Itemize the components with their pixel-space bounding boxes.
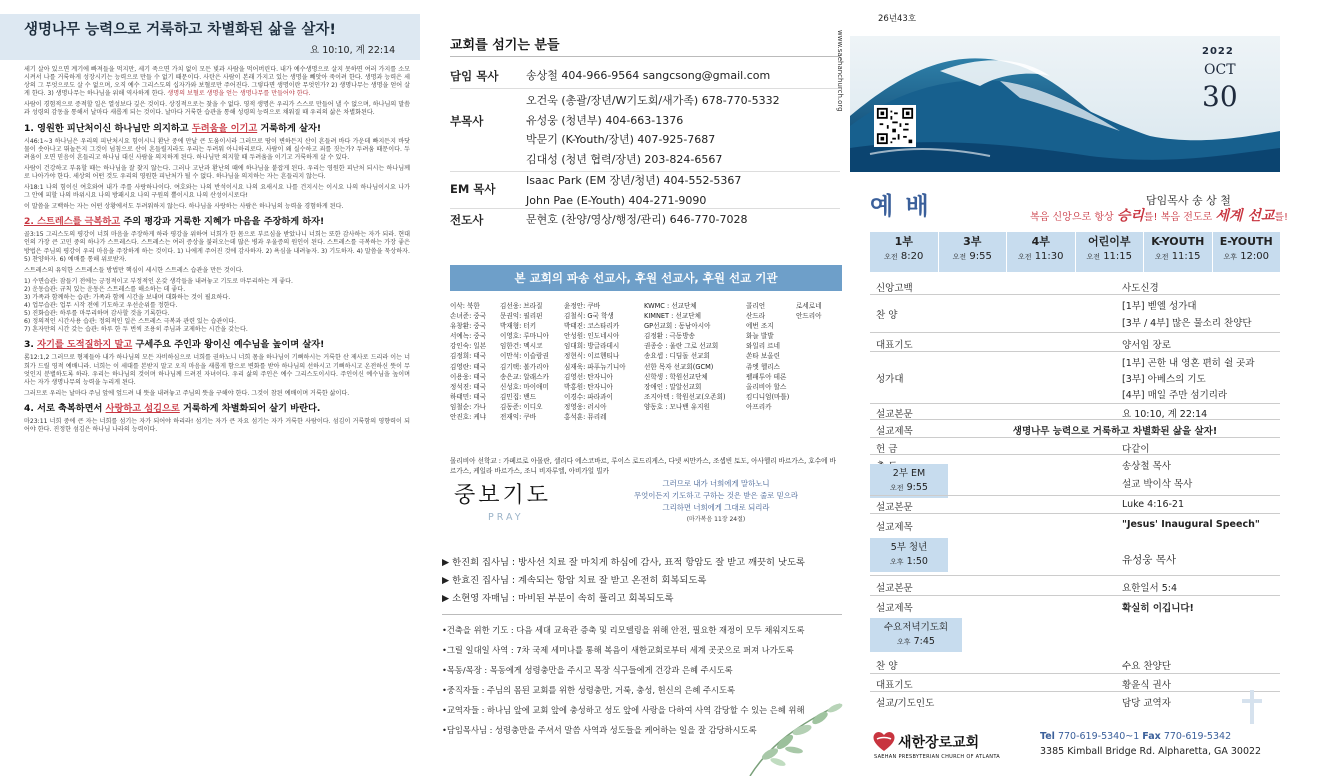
missionary-entry: 박재형: 터키 — [500, 322, 537, 331]
service-time-cell: 4부 오전 11:30 — [1007, 232, 1076, 272]
sermon-point-2-body: 골3:15 그리스도의 평강이 너희 마음을 주장하게 하라 평강을 위하여 너희가 한 몸으로 부르심을 받았나니 너희는 또한 감사하는 자가 되라. 현대인의 가장 큰 고민 중의 하나가 스트레스다. 스트레스는 여러 증상을 불러오는데 많은 병과 우울증의 원인이 된다. 스트레스를 극복하는 가장 좋은 방법은 주님의 평강이 우리 마음을 주장하게 하는 것이다. 1) 나에게 주어진 것에 감사하자. 2) 욕심을 내려놓자. 3) 기도하자. 4) 말씀을 묵상하자. 5) 찬양하자. 6) 예배를 통해 위로받자. — [24, 231, 410, 263]
missionary-entry: 신성호: 마이애미 — [500, 382, 549, 391]
leaf-decoration — [730, 684, 850, 776]
habit-item: 5) 진화습관: 하루를 마무리하며 감사할 것을 기록한다. — [24, 310, 170, 318]
order-row: 대표기도 양서임 장로 — [870, 333, 1280, 352]
staff-line: 박문기 (K-Youth/장년) 407-925-7687 — [526, 133, 716, 146]
order-row: 송상철 목사 — [1122, 461, 1171, 472]
church-name-en: SAEHAN PRESBYTERIAN CHURCH OF ATLANTA — [874, 754, 1001, 760]
verse-reference: (마가복음 11장 24절) — [686, 516, 746, 523]
sermon-point-2-heading: 2. 스트레스를 극복하고 주의 평강과 거룩한 지혜가 마음을 주장하게 하자! — [24, 216, 325, 228]
church-name: 새한장로교회 — [898, 735, 980, 751]
sermon-point-1-heading: 1. 영원한 피난처이신 하나님만 의지하고 두려움을 이기고 거룩하게 살자! — [24, 122, 322, 134]
prayer-request: ▶ 소현영 자매님 : 마비된 부분이 속히 풀리고 회복되도록 — [442, 593, 674, 605]
prayer-request: ▶ 한진희 집사님 : 방사선 치료 잘 마치게 하심에 감사, 표적 항암도 잘 받고 깨끗히 낫도록 — [442, 557, 805, 568]
sermon-point-3-heading: 3. 자기를 도적질하지 말고 구세주요 주인과 왕이신 예수님을 높이며 살자! — [24, 339, 325, 351]
missionary-entry: 이삭: 북한 — [450, 302, 480, 310]
missionary-entry: 전재익: 쿠바 — [500, 413, 537, 422]
missionary-entry: 신학생 : 학원선교단체 — [644, 372, 708, 381]
staff-names — [526, 66, 846, 86]
missionary-entry: 펠패투아 테론 — [746, 372, 787, 381]
order-row: 설교본문 요 10:10, 계 22:14 — [870, 404, 1280, 420]
missionary-entry: 조지아텍 : 학원선교(오존회) — [644, 392, 726, 401]
missionary-entry: 하태민: 태국 — [450, 392, 487, 401]
sermon-point-2-body-2: 스트레스의 유익한 스트레스들 방법만 핵심이 세시한 스트레스 습관을 만든 것이다. — [24, 266, 244, 274]
sermon-point-1-quote-2: 이 말씀을 고백하는 자는 어떤 상황에서도 두려워하지 않는다. 하나님을 사랑하는 사람은 하나님의 능력을 경험하게 된다. — [24, 203, 344, 211]
service-times-table — [870, 232, 1280, 272]
missionary-entry: 쏜타 보올린 — [746, 352, 780, 361]
sermon-point-3-body-2: 그러므로 우리는 날마다 주님 앞에 엎드려 내 뜻을 내려놓고 주님의 뜻을 구해야 한다. 그것이 참된 예배이며 거룩한 삶이다. — [24, 389, 350, 397]
missionary-entry: 와일리 르네 — [746, 342, 780, 351]
staff-row-senior-pastor — [450, 66, 840, 86]
prayer-verse — [594, 478, 838, 526]
staff-line: 김대성 (청년 협력/장년) 203-824-6567 — [526, 152, 723, 166]
missionary-entry: 올리비아 할스 — [746, 382, 787, 391]
issue-number: 26년43호 — [878, 14, 917, 24]
divider — [450, 56, 840, 57]
missionary-entry: 산드라 — [746, 312, 766, 321]
missionary-column — [746, 301, 789, 412]
order-row: 헌 금 다같이 — [870, 438, 1280, 455]
sermon-point-1-quote: 사18:1 나의 힘이신 여호와여 내가 주를 사랑하나이다. 여호와는 나의 반석이시요 나의 요새시요 나를 건지시는 이시요 나의 하나님이시요 나가 그 안에 피할 나의 바위시요 나의 방패시요 나의 구원의 뿔이시요 나의 산성이시로다! — [24, 184, 410, 200]
missionary-entry: 이경수: 파라과이 — [564, 392, 613, 401]
missionary-entry: 쥬엣 헬리스 — [746, 362, 780, 371]
habit-item: 3) 가족과 함께하는 습관: 가족과 함께 시간을 보내며 대화하는 것이 필요하다. — [24, 293, 231, 301]
order-row: 찬 양 [1부] 벧엘 성가대 [3부 / 4부] 많은 물소리 찬양단 — [870, 295, 1280, 333]
em-service-box: 2부 EM 오전 9:55 — [870, 464, 948, 498]
order-row-sermon: 설교제목 생명나무 능력으로 거룩하고 차별화된 삶을 살자! — [870, 420, 1280, 438]
missionary-entry: GP선교회 : 동남아시아 — [644, 322, 711, 331]
sermon-column — [0, 0, 420, 776]
missionary-entry: 김기택: 볼가리아 — [500, 362, 549, 371]
service-time-cell: E-YOUTH 오후 12:00 — [1219, 235, 1273, 262]
missionary-entry: 김정희: 태국 — [450, 352, 487, 361]
missionary-entry: 김영선: 탄자니아 — [564, 372, 613, 381]
staff-role: 전도사 — [450, 213, 484, 227]
missionary-entry: 장애인 : 말알선교회 — [644, 382, 702, 391]
missionary-entry: 김철식: G국 학생 — [564, 312, 614, 321]
missionary-entry: 송요셉 : 디딤돌 선교회 — [644, 352, 710, 361]
staff-names — [526, 91, 846, 169]
verse-line: 무엇이든지 기도하고 구하는 것은 받은 줄로 믿으라 — [633, 491, 799, 500]
order-row: 설교제목 확실히 이깁니다! — [876, 603, 1194, 614]
prayer-topic: •그릴 일대일 사역 : 7차 국제 세미나를 통해 복음이 새한교회로부터 세계 곳곳으로 퍼져 나가도록 — [442, 645, 794, 656]
missionary-entry: 임철순: 가나 — [450, 402, 487, 411]
missionary-table — [450, 301, 842, 453]
prayer-topic: •교역자들 : 하나님 앞에 교회 앞에 충성하고 성도 앞에 사랑을 다하여 사역 감당할 수 있는 은혜 위해 — [442, 705, 805, 716]
missionary-entry: 킴디니엄(마틀) — [746, 392, 790, 401]
staff-row-evangelist — [450, 210, 840, 230]
cross-icon — [1240, 690, 1264, 724]
missionary-entry: 문권익: 필리핀 — [500, 312, 543, 321]
missionary-column — [644, 301, 726, 412]
order-row: 설교본문 Luke 4:16-21 — [870, 496, 1280, 514]
sermon-point-4-heading: 4. 서로 축복하면서 사랑하고 섬김으로 거룩하게 차별화되어 살기 바란다. — [24, 402, 321, 414]
date-day: 30 — [1202, 80, 1238, 113]
missions-header: 본 교회의 파송 선교사, 후원 선교사, 후원 선교 기관 — [450, 265, 842, 291]
senior-pastor-line: 담임목사 송 상 철 — [1146, 194, 1231, 207]
missionary-entry: 에번 조지 — [746, 322, 774, 331]
church-motto: 복음 신앙으로 항상 승리를! 복음 전도로 세계 선교를! — [1030, 208, 1289, 224]
missionary-entry: 송은교: 알래스카 — [500, 372, 549, 381]
order-row: 설교본문 요한일서 5:4 — [870, 576, 1280, 596]
qr-code[interactable] — [874, 105, 916, 147]
youth-service-box: 5부 청년 오후 1:50 — [870, 538, 948, 572]
missionary-entry: KIMNET : 선교단체 — [644, 312, 701, 321]
missionary-entry: 윤정안: 쿠바 — [564, 302, 601, 310]
prayer-topic: •중직자들 : 주님의 몸된 교회를 위한 성령충만, 거룩, 충성, 헌신의 은혜 주시도록 — [442, 685, 736, 696]
missionary-entry: 이용웅: 태국 — [450, 372, 487, 381]
order-row: 유성웅 목사 — [870, 546, 1280, 576]
church-logo-icon — [872, 730, 896, 752]
missionary-entry: 안드리아 — [796, 312, 822, 321]
staff-row-associate-pastors — [450, 91, 840, 171]
staff-role: EM 목사 — [450, 182, 496, 196]
order-row: 설교제목 "Jesus' Inaugural Speech" — [876, 519, 1260, 533]
order-row: 신앙고백 사도신경 — [870, 276, 1280, 295]
wednesday-service-box: 수요저녁기도회 오후 7:45 — [870, 618, 962, 652]
order-row: 찬 양 수요 찬양단 — [870, 656, 1280, 674]
service-time-cell: 3부 오전 9:55 — [939, 232, 1008, 272]
staff-header: 교회를 섬기는 분들 — [450, 38, 560, 53]
order-of-worship — [870, 276, 1280, 728]
sermon-intro-highlight: 생명의 보혈로 생명을 얻는 생명나무를 만들어야 한다. — [167, 90, 311, 98]
missionary-entry: 안성원: 인도네시아 — [564, 332, 620, 341]
missionary-entry: 이만석: 이슬람권 — [500, 352, 549, 361]
sermon-point-3-body: 롬12:1,2 그러므로 형제들아 내가 하나님의 모든 자비하심으로 너희를 권하노니 너희 몸을 하나님이 기뻐하시는 거룩한 산 제사로 드리라 이는 너희가 드릴 영적 예배니라. 너희는 이 세대를 본받지 말고 오직 마음을 새롭게 함으로 변화를 받아 하나님의 선하시고 기뻐하시고 온전하신 뜻이 무엇인지 분별하도록 하라. 우리는 하나님의 것이며 하나님께 드려진 자녀이다. 우리 삶의 주인은 예수 그리스도이시다. 주인이신 예수님을 높이며 사는 자가 생명나무의 능력을 누리게 된다. — [24, 354, 410, 386]
sermon-intro: 세기 살아 있으면 계기에 빠져들을 먹지만, 세기 죽으면 가치 없이 모든 빛과 사람을 먹어버린다. 내가 예수생명으로 살지 못하면 여러 가지를 소모시켜서 나를 거룩하게 성장시키는 능력으로 만들 수 없기 때문이다. 사탄은 사람이 본래 가지고 있는 생명을 빼앗아 죽이려 한다. 생명과 능력은 세상의 그 무엇으로도 살 수 없으며, 오직 예수 그리스도의 십자가와 보혈로만 주어진다. 그렇다면 생명이란 무엇인가? 2) 생명나무는 생명을 얻어 살게 한다. 3) 생명나무는 하나님을 위해 역사하게 한다. — [24, 66, 410, 98]
staff-names — [526, 171, 846, 210]
service-time-cell: K-YOUTH 오전 11:15 — [1144, 232, 1213, 272]
missionary-entry: 김정환 : 극동방송 — [644, 332, 696, 341]
missionary-entry: 정석진: 태국 — [450, 382, 487, 391]
missionary-entry: 김영란: 태국 — [450, 362, 487, 371]
sermon-habit-list — [24, 278, 410, 335]
missionary-entry: 서예녹: 중국 — [450, 332, 487, 341]
prayer-topic: •건축을 위한 기도 : 다음 세대 교육관 증축 및 리모델링을 위해 안전, 필요한 재정이 모두 채워지도록 — [442, 625, 805, 635]
missionary-entry: 손녀준: 중국 — [450, 312, 487, 321]
missionary-entry: 화늘 발발 — [746, 332, 774, 341]
date-month: OCT — [1204, 62, 1236, 78]
sermon-point-1-body: 시46:1~3 하나님은 우리의 피난처시요 힘이시니 환난 중에 만날 큰 도움이시라 그러므로 땅이 변하든지 산이 흔들려 바다 가운데 빠지든지 바닷물이 솟아나고 뛰놀든지 그것이 넘침으로 산이 흔들릴지라도 우리는 두려워 아니하리로다. 사람이 왜 실수하고 죄를 짓는가? 두려움 때문이다. 두려움이 오면 믿음이 흔들리고 하나님 대신 사람을 의지하게 된다. 하나님만 의지할 때 두려움을 이기고 거룩하게 살 수 있다. — [24, 137, 410, 161]
divider — [450, 88, 840, 89]
worship-title: 예 배 — [870, 192, 931, 220]
habit-item: 2) 운동습관: 규칙 있는 운동은 스트레스를 해소하는 데 좋다. — [24, 285, 186, 293]
date-year: 2022 — [1202, 46, 1234, 57]
missionary-entry: 임한건: 멕시코 — [500, 342, 543, 351]
staff-role: 부목사 — [450, 114, 484, 128]
missionary-entry: 강인숙: 일본 — [450, 342, 487, 351]
pray-title-ko: 중보기도 — [454, 483, 552, 508]
staff-row-em-pastors — [450, 171, 840, 211]
staff-line: John Pae (E-Youth) 404-271-9090 — [526, 193, 707, 207]
missionary-entry: 선한 목자 선교회(GCM) — [644, 362, 714, 371]
sermon-point-4-body: 마23:11 너희 중에 큰 자는 너희를 섬기는 자가 되어야 하리라! 섬기는 자가 큰 자요 섬기는 자가 거룩한 사람이다. 섬김이 거룩함의 영향력이 되어야 한다. 진정한 섬김은 하나님 나라의 능력이다. — [24, 417, 410, 433]
missionary-column — [500, 301, 549, 422]
prayer-topic: •담임목사님 : 성령충만을 주셔서 말씀 사역과 성도들을 케어하는 일을 잘 감당하시도록 — [442, 725, 757, 736]
service-time-cell: 1부 오전 8:20 — [870, 232, 939, 272]
missionary-entry: 홍석훈: 뮤리레 — [564, 413, 607, 422]
missionary-entry: 콜리언 — [746, 302, 766, 310]
missionary-entry: 김선웅: 브라질 — [500, 302, 543, 310]
sermon-reference: 요 10:10, 계 22:14 — [310, 45, 396, 56]
missionary-entry: 로세로네 — [796, 302, 822, 310]
sermon-body — [24, 66, 410, 437]
missionary-entry: 이영호: 루마니아 — [500, 332, 549, 341]
bulletin-column — [850, 0, 1289, 776]
staff-line: 문현호 (찬양/영상/행정/관리) 646-770-7028 — [526, 213, 748, 226]
missionary-entry: 정현식: 이르헨티나 — [564, 352, 620, 361]
verse-line: 그리하면 너희에게 그대로 되리라 — [662, 503, 770, 512]
missionary-entry: KWMC : 선교단체 — [644, 302, 697, 310]
sermon-title: 생명나무 능력으로 거룩하고 차별화된 삶을 살자! — [24, 22, 336, 38]
habit-item: 6) 정의적인 시간사용 습관: 정의적인 일은 스트레스 극복과 관련 있는 습관이다. — [24, 318, 237, 326]
missionary-entry: 박홍원: 탄자니아 — [564, 382, 613, 391]
sermon-point-1-body-2: 사람이 건강하고 부유할 때는 하나님을 잘 찾지 않는다. 그러나 고난과 환난의 때에 하나님을 붙잡게 된다. 우리는 영원한 피난처 되시는 하나님께로 나아가야 한다. 세상의 어떤 것도 우리의 영원한 피난처가 될 수 없다. 하나님을 의지하는 자는 흔들리지 않는다. — [24, 164, 410, 180]
habit-item: 7) 혼자만의 시간 갖는 습관: 하루 한 두 번씩 조용히 주님과 교제하는 시간을 갖는다. — [24, 326, 248, 334]
prayer-topic: •목동/목장 : 목동에게 성령충만을 주시고 목장 식구들에게 건강과 은혜 주시도록 — [442, 665, 733, 676]
staff-line: 송상철 404-966-9564 sangcsong@gmail.com — [526, 69, 771, 82]
missionary-entry: 정영웅: 러시아 — [564, 402, 607, 411]
divider — [450, 208, 840, 209]
missionary-entry: 임대희: 방글라데시 — [564, 342, 620, 351]
pray-title-en: PRAY — [488, 512, 524, 523]
missions-footer: 몰리비아 선학교 : 가페르로 아몰란, 셀리다 에스코바르, 루이스 로드리게스, 다넷 씨만카스, 조셉빈 토도, 아사헬리 바르가스, 호수에 바르가스, 케일라 바르가스, 조니 비자루엘, 아비가일 빌카 — [450, 457, 836, 475]
order-row: 설교/기도인도 담당 교역자 — [876, 698, 1171, 709]
order-row: 설교 박이삭 목사 — [870, 472, 1280, 496]
service-time-cell: 어린이부 오전 11:15 — [1076, 232, 1145, 272]
sermon-intro-2: 사람이 경험적으로 증적할 일은 열성보다 깊은 것이다. 상징적으로는 찾을 수 없다. 영적 생명은 우리가 스스로 만들어 낼 수 없으며, 하나님의 말씀과 성령의 감동을 통해서 날마다 새롭게 되는 것이다. 날마다 거룩한 습관을 통해 성령의 능력으로 채워질 때 우리의 삶은 차별화된다. — [24, 101, 410, 117]
missionary-entry: 아프리카 — [746, 402, 772, 411]
prayer-request: ▶ 한효진 집사님 : 계속되는 항암 치료 잘 받고 온전히 회복되도록 — [442, 575, 707, 587]
staff-names — [526, 210, 846, 230]
staff-line: 오건욱 (총괄/장년/W기도회/새가족) 678-770-5332 — [526, 94, 780, 107]
staff-line: 유성웅 (청년부) 404-663-1376 — [526, 113, 684, 127]
verse-line: 그러므로 내가 너희에게 말하노니 — [662, 479, 770, 488]
staff-role: 담임 목사 — [450, 69, 499, 83]
missionary-column — [564, 301, 626, 422]
missionary-entry: 박태진: 코스타리카 — [564, 322, 620, 331]
missionary-entry: 유창환: 중국 — [450, 322, 487, 331]
missionary-entry: 안진호: 케냐 — [450, 413, 487, 422]
missionary-column — [450, 301, 486, 422]
habit-item: 1) 수면습관: 잠들기 전에는 긍정적이고 부정적인 온갖 생각들을 내려놓고 기도로 마무리하는 게 좋다. — [24, 277, 293, 285]
divider — [442, 614, 842, 615]
church-address: 3385 Kimball Bridge Rd. Alpharetta, GA 30022 — [1040, 746, 1262, 757]
missionary-column — [796, 301, 821, 321]
order-row: 성가대 [1부] 곤한 내 영혼 편히 쉴 곳과 [3부] 아베스의 기도 [4부] 매일 주만 섬기리라 — [870, 352, 1280, 404]
missionary-entry: 심재욱: 파푸뉴기니아 — [564, 362, 626, 371]
staff-missions-column — [420, 0, 852, 776]
order-row: 대표기도 황윤식 권사 — [870, 674, 1280, 692]
staff-line: Isaac Park (EM 장년/청년) 404-552-5367 — [526, 174, 742, 187]
missionary-entry: 권종승 : 울란 그로 선교회 — [644, 342, 719, 351]
habit-item: 4) 업무습관: 업무 시작 전에 기도하고 우선순위를 정한다. — [24, 302, 178, 310]
prayer-requests — [442, 554, 842, 609]
missionary-entry: 김동준: 이디오 — [500, 402, 543, 411]
missionary-entry: 김민집: 밴드 — [500, 392, 537, 401]
missionary-entry: 양동호 : 모나밴 유지원 — [644, 402, 710, 411]
church-contact: Tel 770-619-5340~1 Fax 770-619-5342 — [1040, 731, 1232, 742]
church-url[interactable]: www.saehanchurch.org — [836, 30, 844, 112]
